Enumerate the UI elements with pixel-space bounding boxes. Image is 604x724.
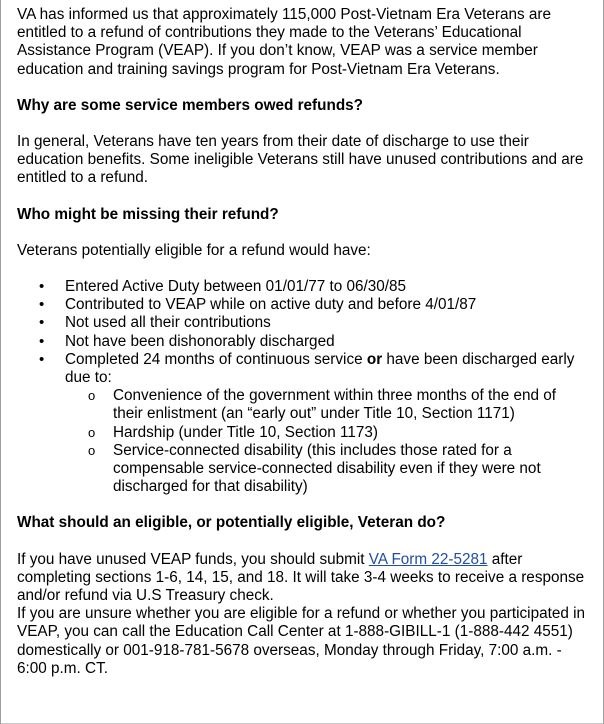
- bullet-dot-icon: •: [39, 332, 45, 350]
- list-item: [17, 278, 589, 296]
- sub-list-item-text: Hardship (under Title 10, Section 1173): [113, 423, 379, 441]
- list-item-text: Not have been dishonorably discharged: [65, 332, 335, 350]
- sub-list-item: [65, 424, 589, 442]
- list-item-text: Entered Active Duty between 01/01/77 to 06/30/85: [65, 278, 407, 296]
- bullet-dot-icon: •: [39, 296, 45, 314]
- bullet-dot-icon: •: [39, 314, 45, 332]
- spacer: [17, 496, 589, 514]
- sub-bullet-circle-icon: o: [88, 388, 96, 404]
- bullet-dot-icon: •: [39, 350, 45, 368]
- list-item: [17, 333, 589, 351]
- sub-list-item-text: Service-connected disability (this includes those rated for a compensable service-connected disability even if they were not discharged for that disability): [113, 441, 541, 496]
- list-item-text: Contributed to VEAP while on active duty and before 4/01/87: [65, 296, 477, 314]
- spacer: [17, 260, 589, 278]
- list-item: [17, 314, 589, 332]
- why-refunds-paragraph: In general, Veterans have ten years from their date of discharge to use their education benefits. Some ineligible Veterans still have unused contributions and are entitled to a refund.: [17, 133, 584, 187]
- intro-paragraph: VA has informed us that approximately 115,000 Post-Vietnam Era Veterans are entitled to a refund of contributions they made to the Veterans’ Educational Assistance Program (VEAP). If you don’t know, VEAP was a service member education and training savings program for Post-Vietnam Era Veterans.: [17, 6, 551, 78]
- list-item-text: Not used all their contributions: [65, 314, 271, 332]
- list-item-text-before: Completed 24 months of continuous service: [65, 350, 367, 368]
- list-item: [17, 296, 589, 314]
- submit-text-before: If you have unused VEAP funds, you should submit: [17, 550, 369, 568]
- eligibility-lead: Veterans potentially eligible for a refund would have:: [17, 241, 371, 259]
- bullet-dot-icon: •: [39, 278, 45, 296]
- call-center-paragraph: If you are unsure whether you are eligible for a refund or whether you participated in VEAP, you can call the Education Call Center at 1-888-GIBILL-1 (1-888-442 4551) domestically or 001-918-781-5678 overseas, Monday through Friday, 7:00 a.m. - 6:00 p.m. CT.: [17, 605, 586, 677]
- spacer: [17, 533, 589, 551]
- list-item: [17, 351, 589, 497]
- list-item-text-after: have been discharged early due to:: [65, 350, 575, 387]
- submit-form-paragraph: [17, 551, 589, 606]
- heading-what-to-do: What should an eligible, or potentially eligible, Veteran do?: [17, 514, 446, 532]
- sub-list-item-text: Convenience of the government within three months of the end of their enlistment (an “early out” under Title 10, Section 1171): [113, 387, 557, 423]
- spacer: [17, 79, 589, 97]
- spacer: [17, 115, 589, 133]
- sub-bullet-circle-icon: o: [88, 442, 96, 458]
- sub-bullet-circle-icon: o: [88, 424, 96, 440]
- heading-why-refunds: Why are some service members owed refunds?: [17, 96, 364, 114]
- spacer: [17, 188, 589, 206]
- sub-list-item: [65, 442, 589, 497]
- heading-missing-refund: Who might be missing their refund?: [17, 205, 279, 223]
- va-form-link[interactable]: VA Form 22-5281: [368, 550, 488, 568]
- submit-text-after: after completing sections 1-6, 14, 15, and 18. It will take 3-4 weeks to receive a response and/or refund via U.S Treasury check.: [17, 550, 585, 605]
- sub-list-item: [65, 387, 589, 423]
- eligibility-list: [17, 278, 589, 496]
- spacer: [17, 224, 589, 242]
- early-discharge-sublist: [65, 387, 589, 496]
- list-item-emphasis: or: [366, 350, 383, 368]
